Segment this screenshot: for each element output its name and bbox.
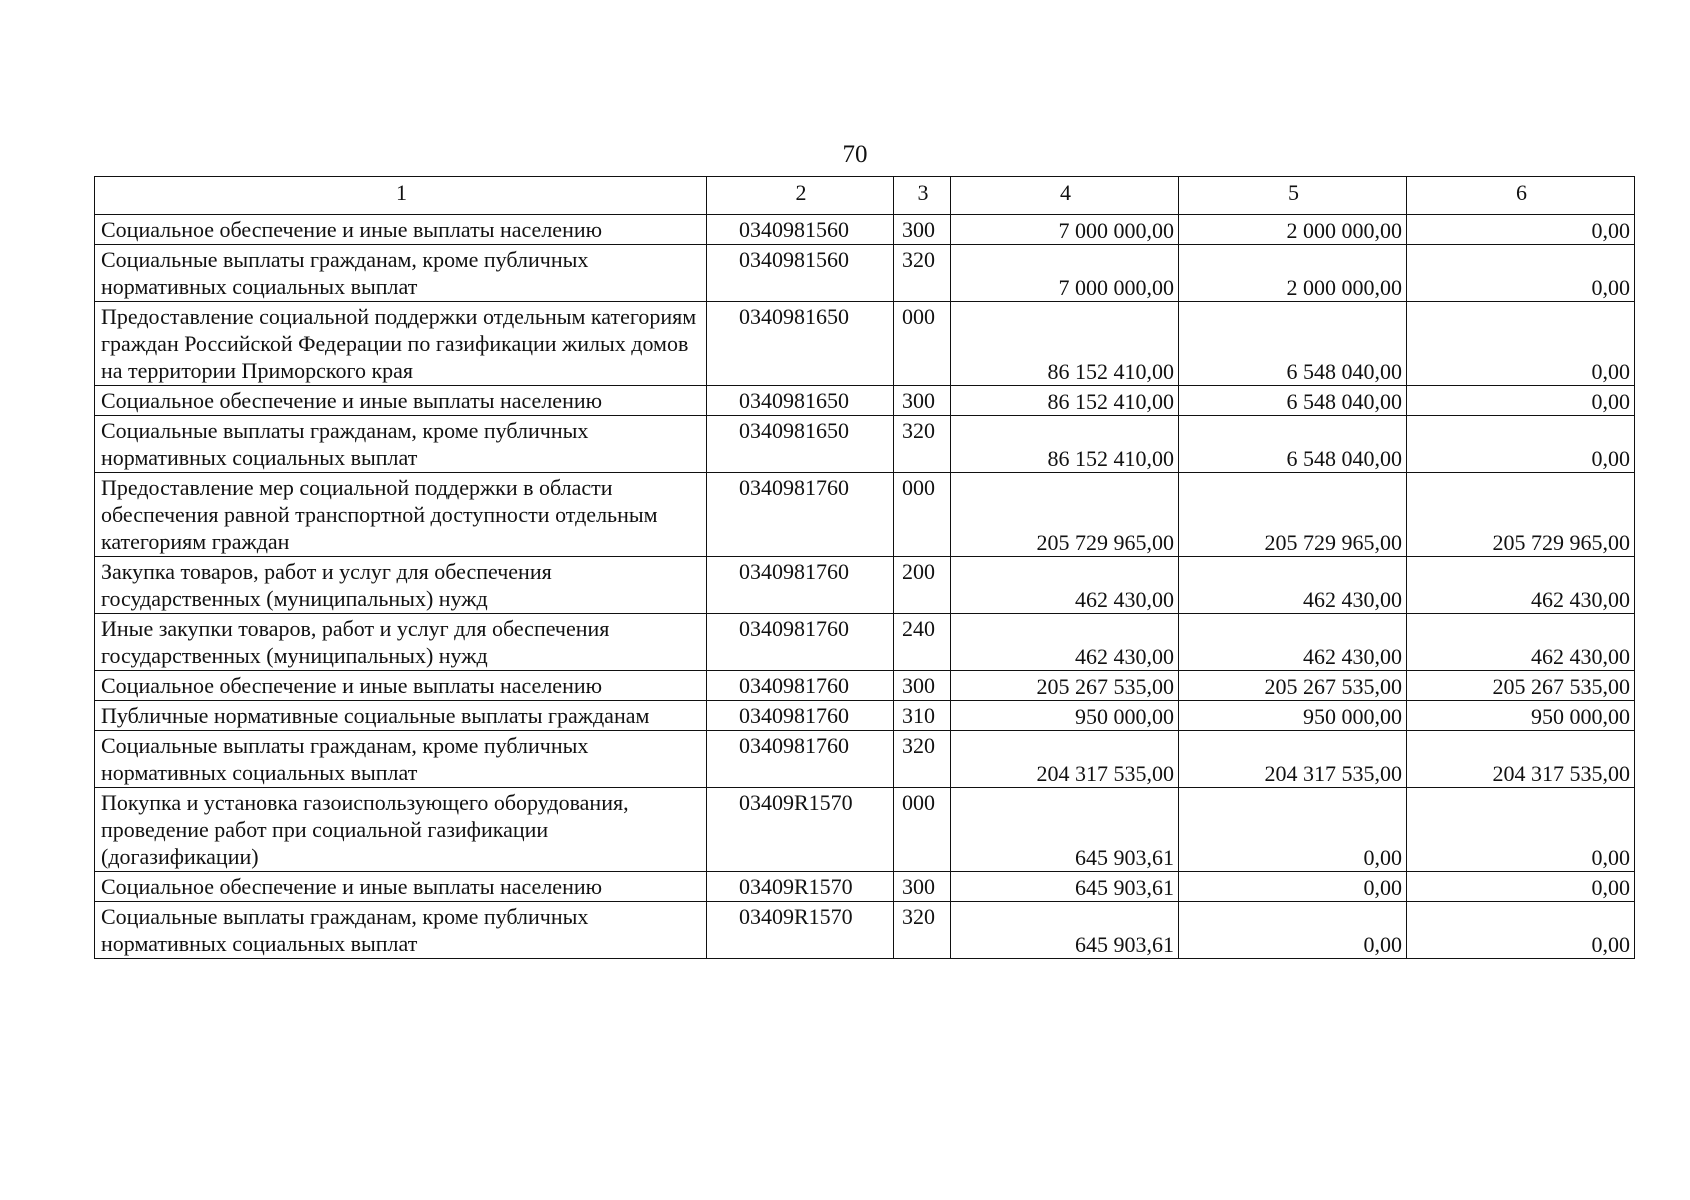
table-row — [95, 671, 1635, 701]
amount-col4-cell: 86 152 410,00 — [951, 386, 1179, 416]
column-number-1: 1 — [95, 177, 707, 215]
target-code-cell: 0340981760 — [707, 731, 894, 788]
expense-type-cell: 320 — [894, 731, 951, 788]
expense-type-cell: 300 — [894, 872, 951, 902]
item-name-cell: Предоставление мер социальной поддержки в области обеспечения равной транспортной доступности отдельным категориям граждан — [95, 473, 707, 557]
amount-col4-cell: 204 317 535,00 — [951, 731, 1179, 788]
amount-col5-cell: 2 000 000,00 — [1179, 215, 1407, 245]
table-body — [95, 177, 1635, 959]
item-name-cell: Социальные выплаты гражданам, кроме публичных нормативных социальных выплат — [95, 245, 707, 302]
table-row — [95, 557, 1635, 614]
expense-type-cell: 310 — [894, 701, 951, 731]
amount-col6-cell: 0,00 — [1407, 245, 1635, 302]
item-name-cell: Закупка товаров, работ и услуг для обеспечения государственных (муниципальных) нужд — [95, 557, 707, 614]
table-row — [95, 416, 1635, 473]
item-name-cell: Социальное обеспечение и иные выплаты населению — [95, 671, 707, 701]
expense-type-cell: 000 — [894, 302, 951, 386]
expense-type-cell: 300 — [894, 386, 951, 416]
amount-col6-cell: 205 267 535,00 — [1407, 671, 1635, 701]
amount-col5-cell: 205 729 965,00 — [1179, 473, 1407, 557]
table-row — [95, 731, 1635, 788]
amount-col4-cell: 205 267 535,00 — [951, 671, 1179, 701]
table-row — [95, 614, 1635, 671]
amount-col4-cell: 645 903,61 — [951, 872, 1179, 902]
expense-type-cell: 240 — [894, 614, 951, 671]
item-name-cell: Предоставление социальной поддержки отдельным категориям граждан Российской Федерации по газификации жилых домов на территории Приморского края — [95, 302, 707, 386]
amount-col4-cell: 86 152 410,00 — [951, 416, 1179, 473]
table-row — [95, 701, 1635, 731]
item-name-cell: Социальные выплаты гражданам, кроме публичных нормативных социальных выплат — [95, 731, 707, 788]
amount-col5-cell: 6 548 040,00 — [1179, 386, 1407, 416]
amount-col5-cell: 0,00 — [1179, 788, 1407, 872]
column-number-5: 5 — [1179, 177, 1407, 215]
amount-col4-cell: 950 000,00 — [951, 701, 1179, 731]
target-code-cell: 0340981650 — [707, 302, 894, 386]
amount-col6-cell: 205 729 965,00 — [1407, 473, 1635, 557]
item-name-cell: Социальное обеспечение и иные выплаты населению — [95, 215, 707, 245]
amount-col5-cell: 2 000 000,00 — [1179, 245, 1407, 302]
target-code-cell: 0340981760 — [707, 701, 894, 731]
expense-type-cell: 320 — [894, 902, 951, 959]
amount-col6-cell: 0,00 — [1407, 416, 1635, 473]
table-row — [95, 386, 1635, 416]
amount-col6-cell: 0,00 — [1407, 788, 1635, 872]
expense-type-cell: 300 — [894, 215, 951, 245]
item-name-cell: Социальное обеспечение и иные выплаты населению — [95, 386, 707, 416]
target-code-cell: 0340981560 — [707, 245, 894, 302]
table-row — [95, 302, 1635, 386]
amount-col5-cell: 6 548 040,00 — [1179, 416, 1407, 473]
amount-col6-cell: 462 430,00 — [1407, 557, 1635, 614]
amount-col5-cell: 205 267 535,00 — [1179, 671, 1407, 701]
amount-col5-cell: 0,00 — [1179, 902, 1407, 959]
target-code-cell: 0340981650 — [707, 386, 894, 416]
item-name-cell: Публичные нормативные социальные выплаты гражданам — [95, 701, 707, 731]
amount-col6-cell: 462 430,00 — [1407, 614, 1635, 671]
table-row — [95, 902, 1635, 959]
target-code-cell: 03409R1570 — [707, 902, 894, 959]
amount-col5-cell: 462 430,00 — [1179, 557, 1407, 614]
expense-type-cell: 200 — [894, 557, 951, 614]
item-name-cell: Социальное обеспечение и иные выплаты населению — [95, 872, 707, 902]
item-name-cell: Покупка и установка газоиспользующего оборудования, проведение работ при социальной газификации (догазификации) — [95, 788, 707, 872]
amount-col6-cell: 0,00 — [1407, 386, 1635, 416]
amount-col5-cell: 6 548 040,00 — [1179, 302, 1407, 386]
amount-col6-cell: 0,00 — [1407, 302, 1635, 386]
amount-col5-cell: 950 000,00 — [1179, 701, 1407, 731]
amount-col4-cell: 462 430,00 — [951, 557, 1179, 614]
table-row — [95, 788, 1635, 872]
amount-col5-cell: 462 430,00 — [1179, 614, 1407, 671]
amount-col4-cell: 462 430,00 — [951, 614, 1179, 671]
table-row — [95, 245, 1635, 302]
expense-type-cell: 320 — [894, 416, 951, 473]
expense-type-cell: 000 — [894, 473, 951, 557]
target-code-cell: 0340981760 — [707, 557, 894, 614]
table-row — [95, 215, 1635, 245]
amount-col6-cell: 204 317 535,00 — [1407, 731, 1635, 788]
amount-col4-cell: 645 903,61 — [951, 788, 1179, 872]
budget-table — [94, 176, 1635, 959]
target-code-cell: 0340981760 — [707, 671, 894, 701]
amount-col5-cell: 204 317 535,00 — [1179, 731, 1407, 788]
amount-col6-cell: 0,00 — [1407, 872, 1635, 902]
expense-type-cell: 000 — [894, 788, 951, 872]
amount-col6-cell: 0,00 — [1407, 215, 1635, 245]
target-code-cell: 0340981760 — [707, 614, 894, 671]
target-code-cell: 0340981650 — [707, 416, 894, 473]
item-name-cell: Социальные выплаты гражданам, кроме публичных нормативных социальных выплат — [95, 416, 707, 473]
target-code-cell: 0340981560 — [707, 215, 894, 245]
amount-col4-cell: 7 000 000,00 — [951, 245, 1179, 302]
amount-col6-cell: 0,00 — [1407, 902, 1635, 959]
amount-col4-cell: 645 903,61 — [951, 902, 1179, 959]
target-code-cell: 03409R1570 — [707, 872, 894, 902]
expense-type-cell: 300 — [894, 671, 951, 701]
column-number-row — [95, 177, 1635, 215]
page-number: 70 — [842, 141, 868, 168]
column-number-2: 2 — [707, 177, 894, 215]
table-row — [95, 473, 1635, 557]
item-name-cell: Иные закупки товаров, работ и услуг для обеспечения государственных (муниципальных) нужд — [95, 614, 707, 671]
column-number-4: 4 — [951, 177, 1179, 215]
amount-col5-cell: 0,00 — [1179, 872, 1407, 902]
column-number-3: 3 — [894, 177, 951, 215]
table-row — [95, 872, 1635, 902]
target-code-cell: 03409R1570 — [707, 788, 894, 872]
amount-col4-cell: 205 729 965,00 — [951, 473, 1179, 557]
expense-type-cell: 320 — [894, 245, 951, 302]
amount-col4-cell: 86 152 410,00 — [951, 302, 1179, 386]
column-number-6: 6 — [1407, 177, 1635, 215]
target-code-cell: 0340981760 — [707, 473, 894, 557]
amount-col4-cell: 7 000 000,00 — [951, 215, 1179, 245]
item-name-cell: Социальные выплаты гражданам, кроме публичных нормативных социальных выплат — [95, 902, 707, 959]
amount-col6-cell: 950 000,00 — [1407, 701, 1635, 731]
